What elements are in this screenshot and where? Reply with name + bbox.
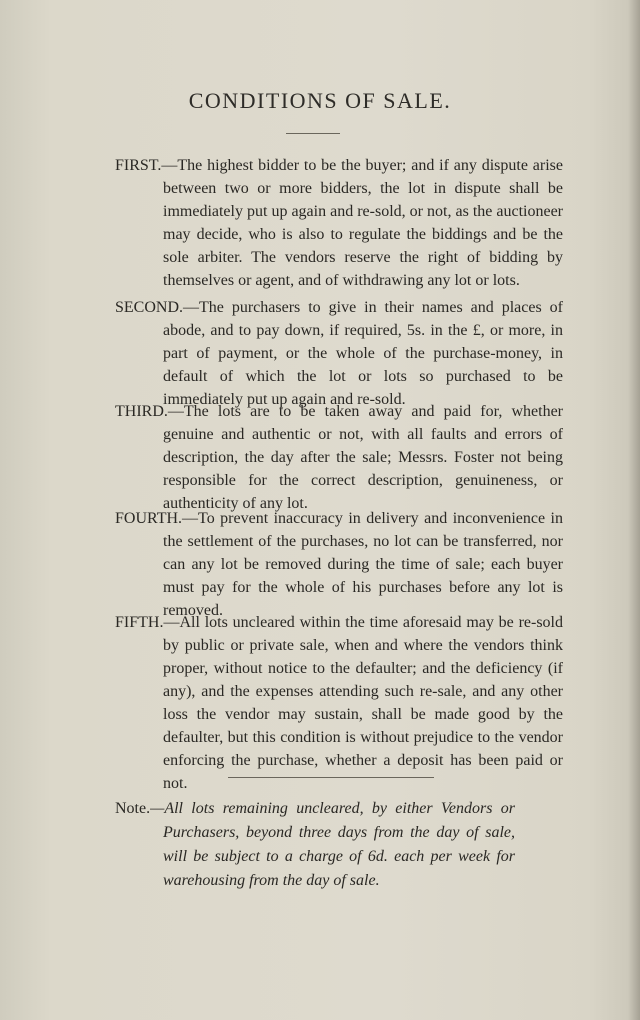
note-text: —All lots remaining uncleared, by either Vendors or Purchasers, beyond three days from the day of sale, will be subject to a charge of 6d. each per week for warehousing from the day of sale. [150, 800, 515, 889]
warehousing-note [115, 797, 515, 893]
page-edge-shadow [628, 0, 640, 1020]
condition-third [115, 400, 563, 515]
condition-text: —The purchasers to give in their names and places of abode, and to pay down, if required, 5s. in the £, or more, in part of payment, or the whole of the purchase-money, in default of which the lot or lots so purchased to be immediately put up again and re-sold. [163, 299, 563, 408]
condition-text: —The highest bidder to be the buyer; and if any dispute arise between two or more bidders, the lot in dispute shall be immediately put up again and re-sold, or not, as the auctioneer may decide, who is also to regulate the biddings and be the sole arbiter. The vendors reserve the right of bidding by themselves or agent, and of withdrawing any lot or lots. [161, 157, 563, 289]
condition-text: —The lots are to be taken away and paid for, whether genuine and authentic or not, with all faults and errors of description, the day after the sale; Messrs. Foster not being responsible for the correct description, genuineness, or authenticity of any lot. [163, 403, 563, 512]
condition-label: THIRD. [115, 403, 168, 420]
condition-label: SECOND. [115, 299, 184, 316]
note-label: Note. [115, 800, 151, 817]
condition-text: —All lots uncleared within the time aforesaid may be re-sold by public or private sale, when and where the vendors think proper, without notice to the defaulter; and the deficiency (if any), and the expenses attending such re-sale, and any other loss the vendor may sustain, shall be made good by the defaulter, but this condition is without prejudice to the vendor enforcing the purchase, whether a deposit has been paid or not. [163, 614, 563, 792]
condition-fifth [115, 611, 563, 795]
page-title: CONDITIONS OF SALE. [188, 88, 452, 113]
condition-first [115, 154, 563, 292]
title-divider [286, 133, 340, 134]
condition-label: FIRST. [115, 157, 162, 174]
condition-text: —To prevent inaccuracy in delivery and inconvenience in the settlement of the purchases, no lot can be transferred, nor can any lot be removed during the time of sale; each buyer must pay for the whole of his purchases before any lot is removed. [163, 510, 563, 619]
note-divider [228, 777, 434, 778]
condition-label: FOURTH. [115, 510, 183, 527]
condition-second [115, 296, 563, 411]
condition-fourth [115, 507, 563, 622]
condition-label: FIFTH. [115, 614, 164, 631]
